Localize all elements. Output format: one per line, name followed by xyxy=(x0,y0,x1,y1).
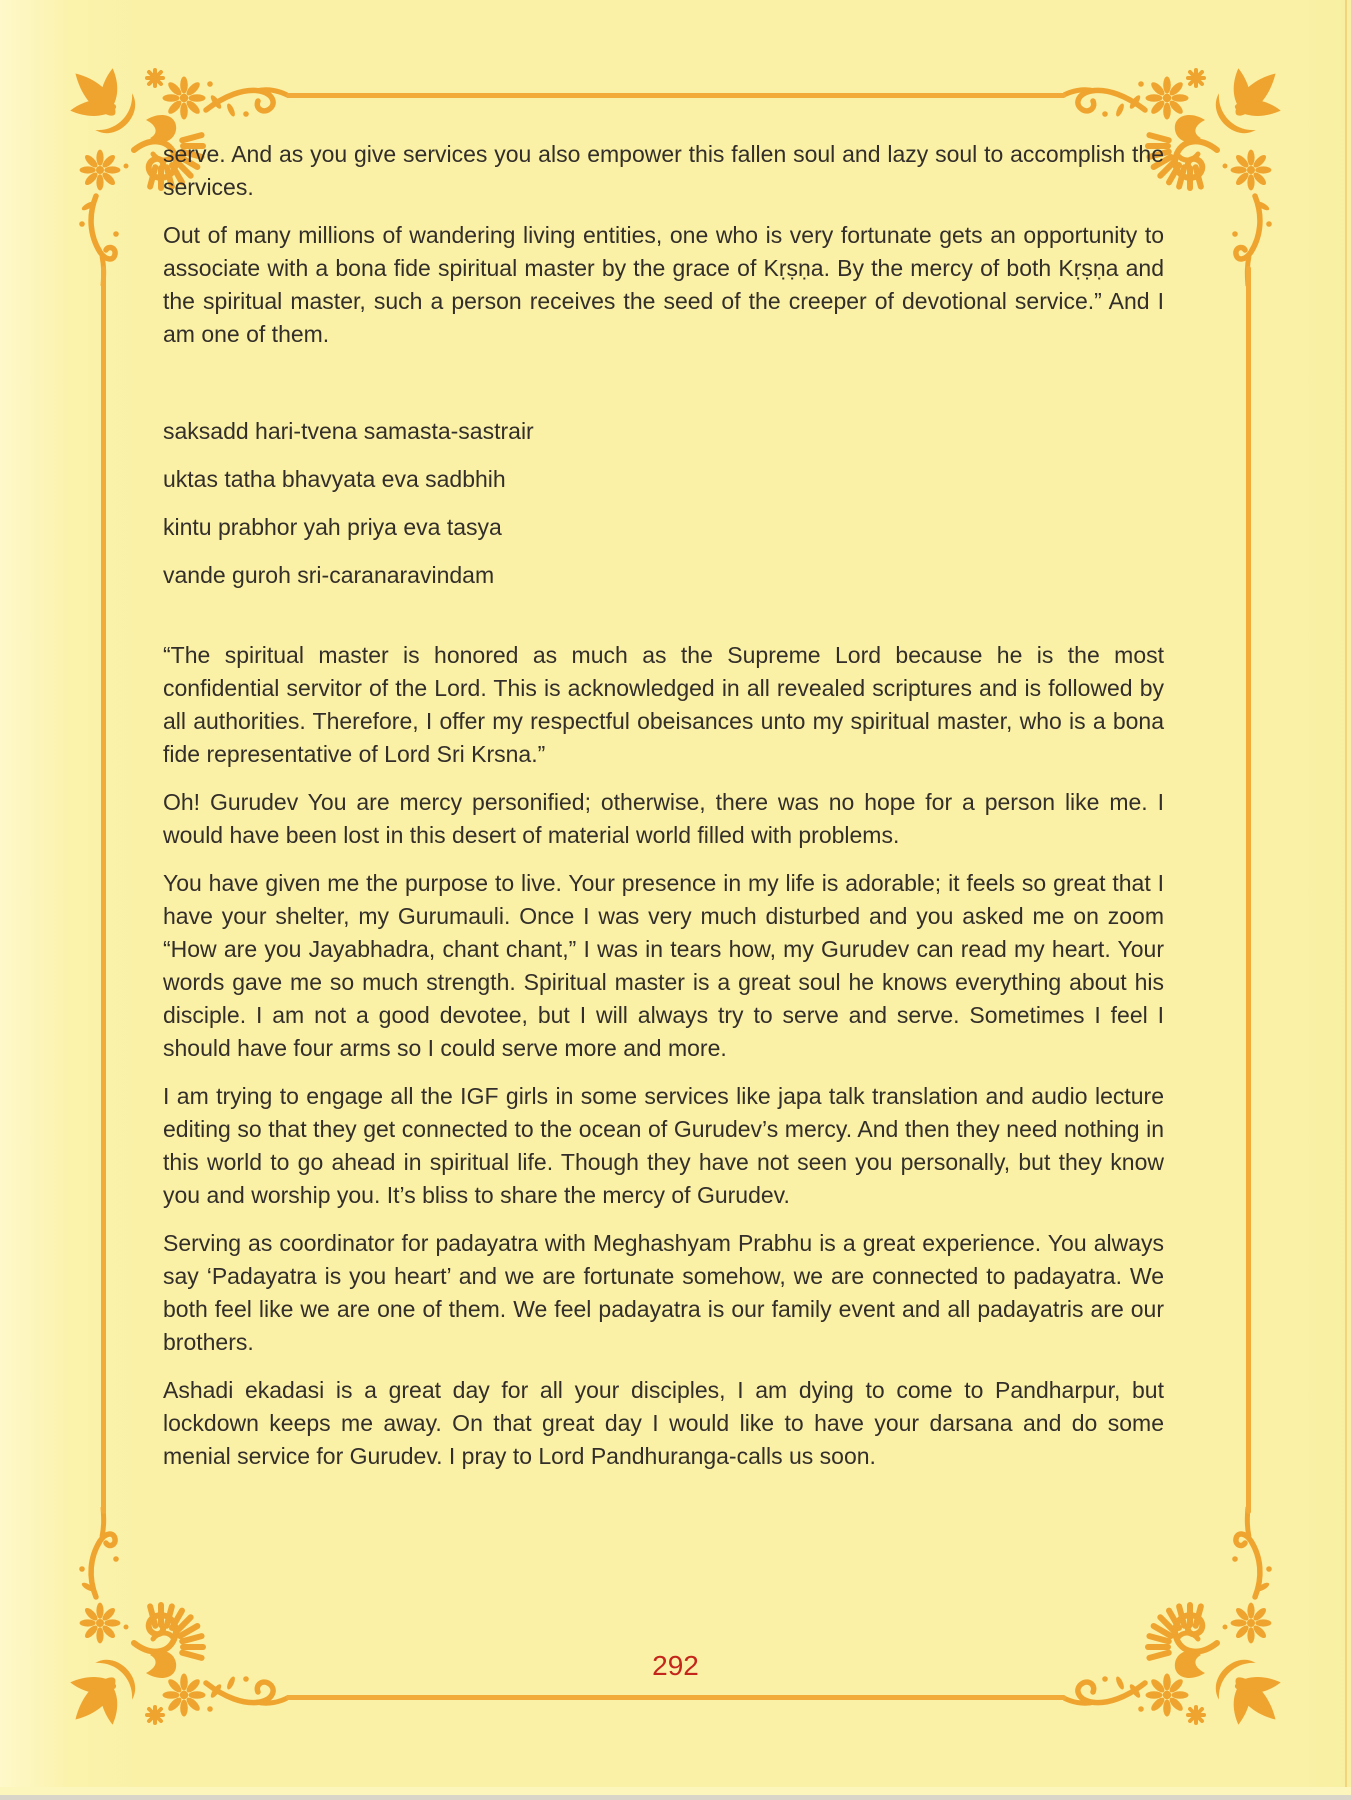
border-top-line xyxy=(286,93,1066,98)
verse-line: saksadd hari-tvena samasta-sastrair xyxy=(163,418,534,444)
sanskrit-verse xyxy=(163,415,1164,592)
page-number: 292 xyxy=(652,1650,699,1681)
body-paragraph: Out of many millions of wandering living entities, one who is very fortunate gets an opportunity to associate with a bona fide spiritual master by the grace of Kṛṣṇa. By the mercy of both Kṛṣṇa and the spiritual master, such a person receives the seed of the creeper of devotional service.” And I am one of them. xyxy=(163,222,1164,347)
floral-corner-ornament-bottom-left xyxy=(58,1505,288,1735)
body-paragraph: Ashadi ekadasi is a great day for all your disciples, I am dying to come to Pandharpur, but lockdown keeps me away. On that great day I would like to have your darsana and do some menial service for Gurudev. I pray to Lord Pandhuranga-calls us soon. xyxy=(163,1377,1164,1469)
border-right-line xyxy=(1246,266,1251,1514)
body-paragraph: Serving as coordinator for padayatra with Meghashyam Prabhu is a great experience. You always say ‘Padayatra is you heart’ and we are fortunate somehow, we are connected to padayatra. We both feel like we are one of them. We feel padayatra is our family event and all padayatris are our brothers. xyxy=(163,1230,1164,1355)
verse-line: uktas tatha bhavyata eva sadbhih xyxy=(163,466,506,492)
scan-edge-bottom xyxy=(0,1795,1351,1800)
page-text-block xyxy=(163,138,1164,1488)
scan-edge-bottom-highlight xyxy=(0,1787,1351,1795)
body-paragraph: Oh! Gurudev You are mercy personified; otherwise, there was no hope for a person like me. I would have been lost in this desert of material world filled with problems. xyxy=(163,789,1164,848)
verse-line: kintu prabhor yah priya eva tasya xyxy=(163,514,502,540)
verse-line: vande guroh sri-caranaravindam xyxy=(163,562,495,588)
scan-edge-right xyxy=(1345,0,1347,1800)
body-paragraph: You have given me the purpose to live. Your presence in my life is adorable; it feels so great that I have your shelter, my Gurumauli. Once I was very much disturbed and you asked me on zoom “How are you Jayabhadra, chant chant,” I was in tears how, my Gurudev can read my heart. Your words gave me so much strength. Spiritual master is a great soul he knows everything about his disciple. I am not a good devotee, but I will always try to serve and serve. Sometimes I feel I should have four arms so I could serve more and more. xyxy=(163,870,1164,1061)
border-left-line xyxy=(101,266,106,1514)
border-bottom-line xyxy=(286,1695,1066,1700)
floral-corner-ornament-bottom-right xyxy=(1063,1505,1293,1735)
body-paragraph: I am trying to engage all the IGF girls in some services like japa talk translation and audio lecture editing so that they get connected to the ocean of Gurudev’s mercy. And then they need nothing in this world to go ahead in spiritual life. Though they have not seen you personally, but they know you and worship you. It’s bliss to share the mercy of Gurudev. xyxy=(163,1083,1164,1208)
body-paragraph: serve. And as you give services you also empower this fallen soul and lazy soul to accomplish the services. xyxy=(163,141,1164,200)
body-paragraph: “The spiritual master is honored as much as the Supreme Lord because he is the most confidential servitor of the Lord. This is acknowledged in all revealed scriptures and is followed by all authorities. Therefore, I offer my respectful obeisances unto my spiritual master, who is a bona fide representative of Lord Sri Krsna.” xyxy=(163,642,1164,767)
